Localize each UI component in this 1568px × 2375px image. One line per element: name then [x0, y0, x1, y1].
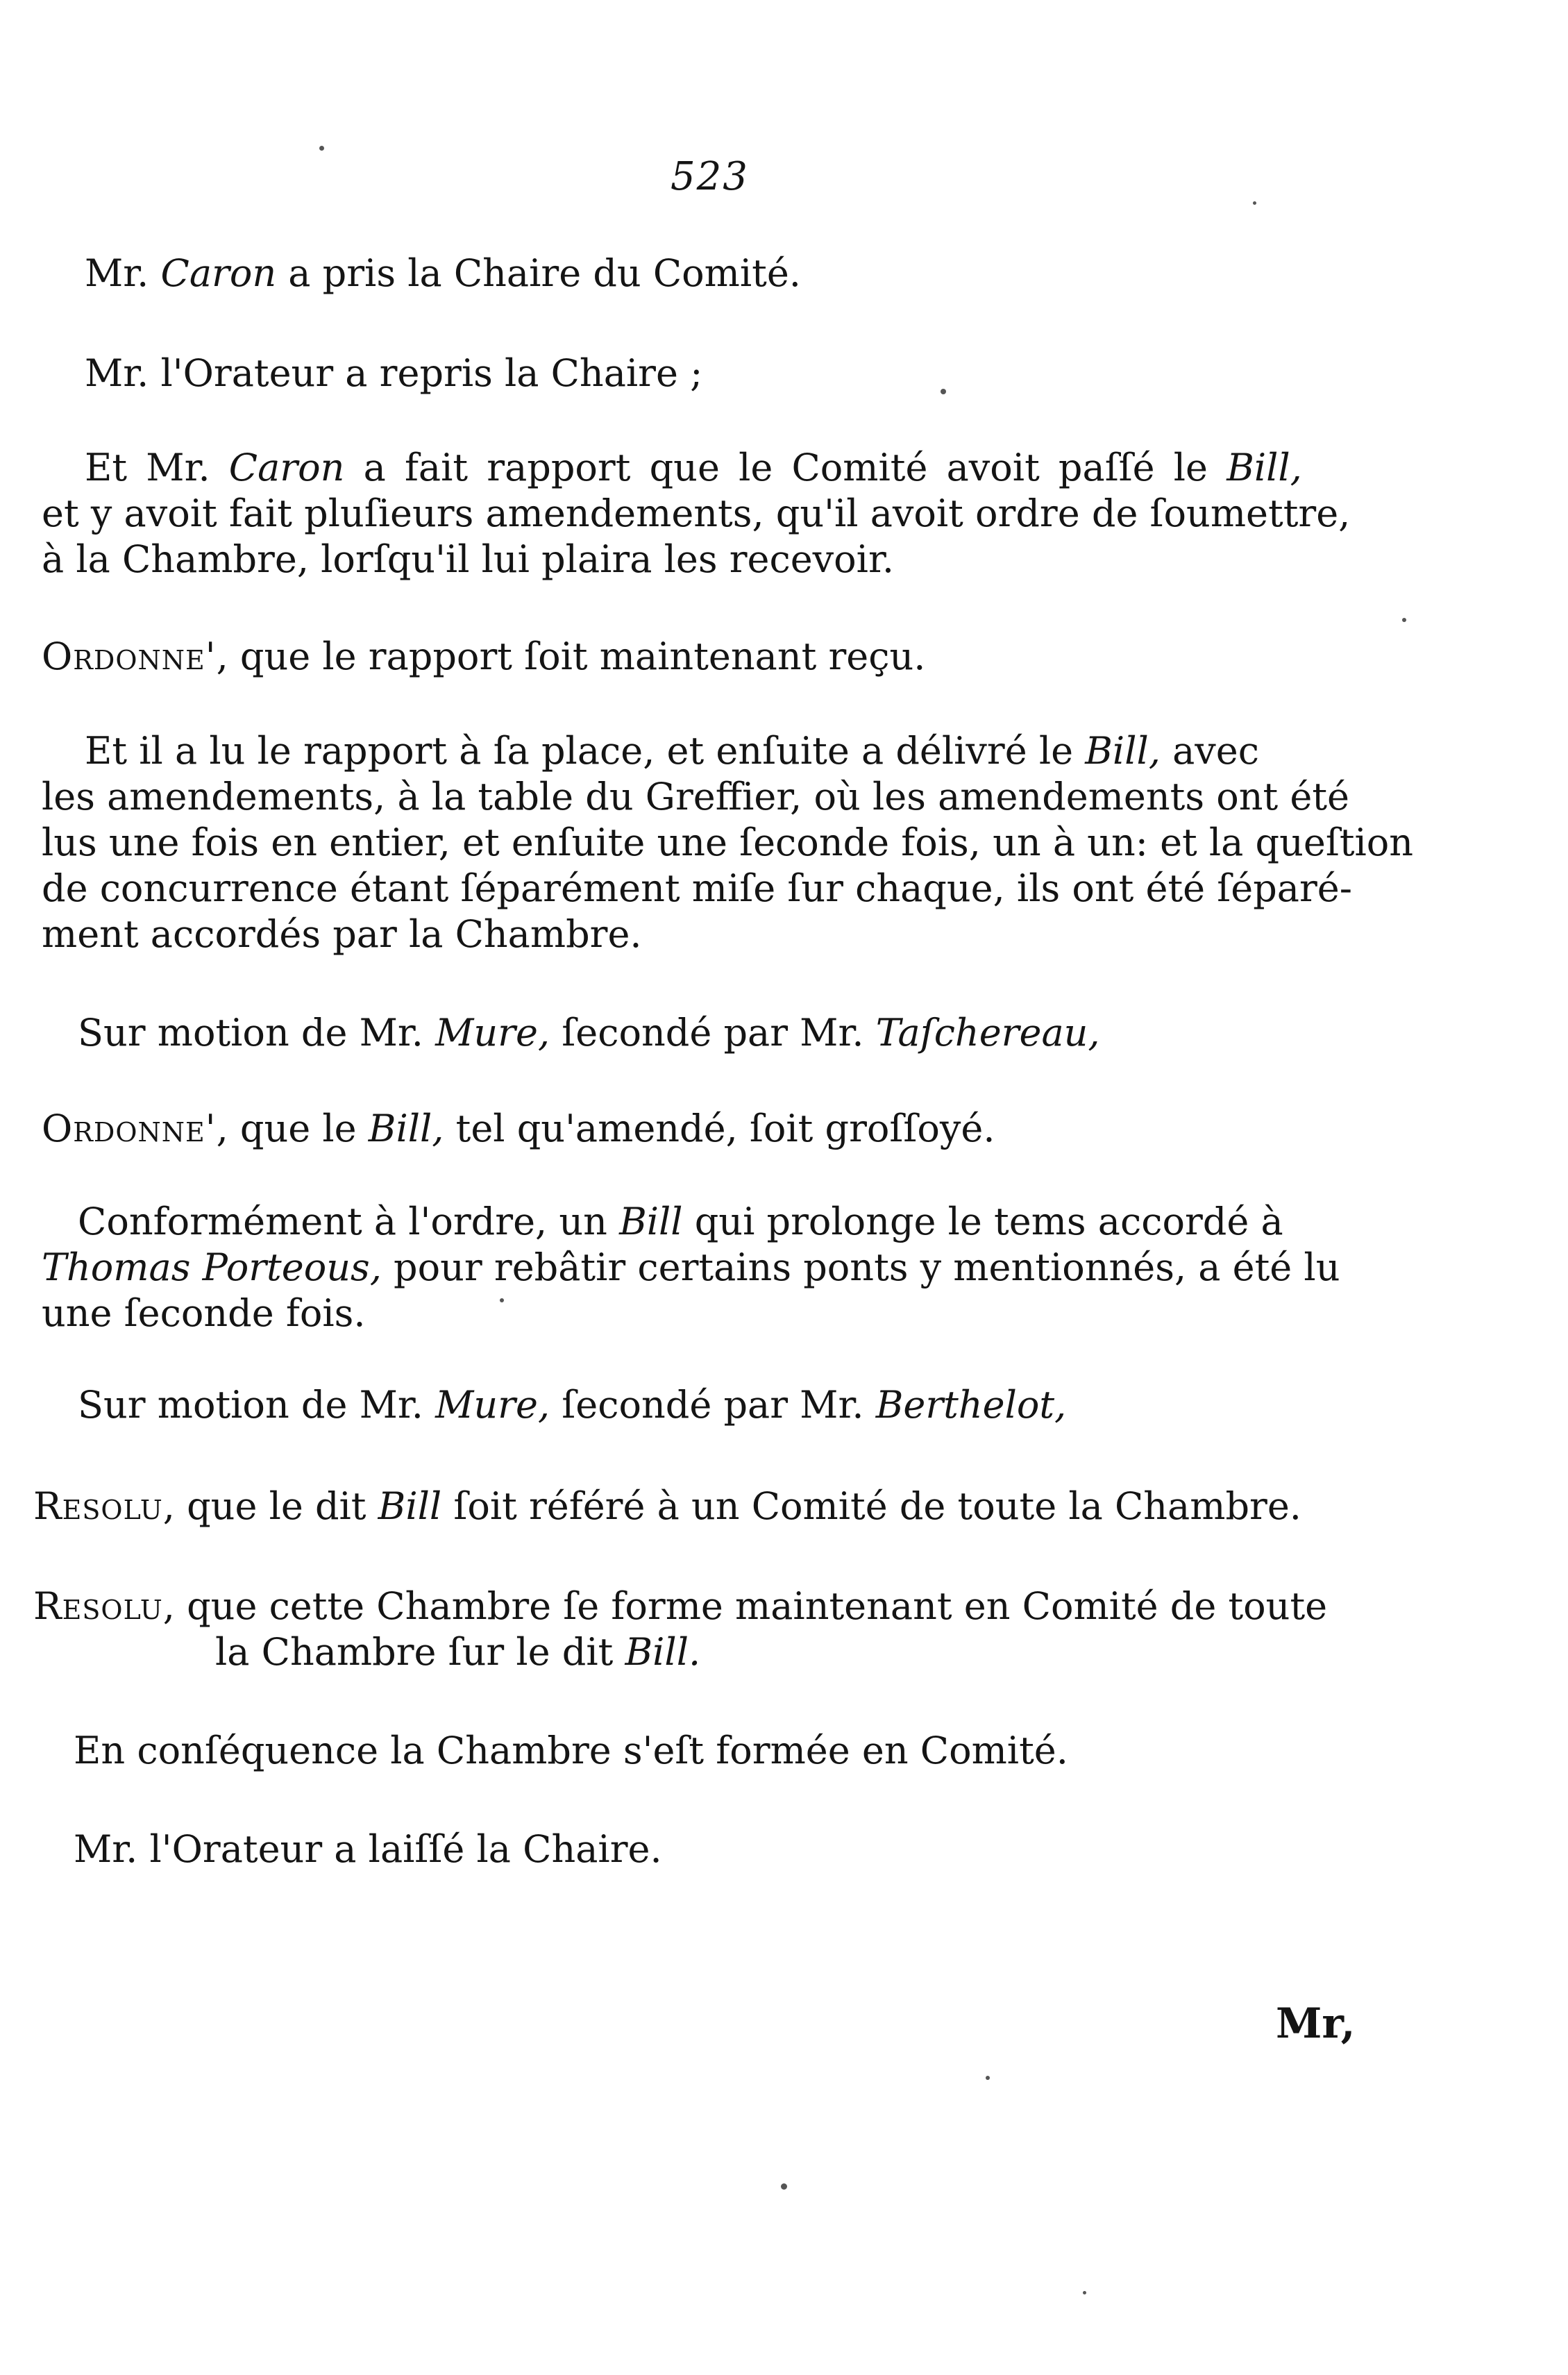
- italic-term: Bill,: [1085, 729, 1161, 773]
- text-line-13: [42, 1105, 995, 1152]
- text-span: , que le rapport ſoit maintenant reçu.: [216, 635, 926, 678]
- small-caps-word: Resolu: [33, 1584, 163, 1628]
- text-span: a pris la Chaire du Comité.: [276, 251, 801, 295]
- scan-speck: [1402, 618, 1406, 622]
- italic-term: Bill: [619, 1200, 683, 1243]
- text-line-6: [42, 633, 925, 680]
- text-span: ſecondé par Mr.: [550, 1011, 876, 1055]
- text-line-4: [42, 490, 1350, 537]
- text-span: la Chambre ſur le dit: [215, 1630, 625, 1674]
- small-caps-word: Ordonne': [42, 635, 217, 678]
- page-number: 523: [671, 154, 749, 199]
- small-caps-word: Resolu: [33, 1484, 163, 1528]
- text-line-18: [33, 1483, 1301, 1530]
- italic-term: Bill: [378, 1484, 442, 1528]
- text-span: à la Chambre, lorſqu'il lui plaira les recevoir.: [42, 537, 894, 581]
- text-span: avec: [1160, 729, 1259, 773]
- text-span: de concurrence étant ſéparément miſe ſur chaque, ils ont été ſéparé-: [42, 866, 1352, 910]
- text-span: une ſeconde fois.: [42, 1291, 366, 1335]
- text-span: lus une fois en entier, et enſuite une ſeconde fois, un à un: et la queſtion: [42, 821, 1414, 864]
- text-span: , que le dit: [162, 1484, 378, 1528]
- text-span: et y avoit fait pluſieurs amendements, qu'il avoit ordre de ſoumettre,: [42, 492, 1351, 535]
- text-line-9: [42, 819, 1413, 866]
- text-line-7: [85, 728, 1259, 775]
- text-line-22: [74, 1826, 662, 1873]
- scan-speck: [1083, 2291, 1086, 2294]
- text-span: ment accordés par la Chambre.: [42, 912, 642, 956]
- italic-name: Mure,: [435, 1383, 550, 1427]
- text-span: Conformément à l'ordre, un: [78, 1200, 620, 1243]
- italic-name: Berthelot,: [875, 1383, 1067, 1427]
- text-line-17: [78, 1382, 1066, 1429]
- text-line-12: [78, 1009, 1100, 1057]
- text-span: Mr. l'Orateur a laiſſé la Chaire.: [74, 1827, 662, 1871]
- text-line-10: [42, 865, 1352, 912]
- italic-term: Bill,: [1226, 446, 1302, 489]
- text-span: En conſéquence la Chambre s'eſt formée en Comité.: [74, 1729, 1068, 1772]
- text-span: ſecondé par Mr.: [550, 1383, 876, 1427]
- text-span: Et il a lu le rapport à ſa place, et enſuite a délivré le: [85, 729, 1086, 773]
- text-span: Sur motion de Mr.: [78, 1383, 436, 1427]
- scan-speck: [941, 389, 946, 394]
- italic-name: Thomas Porteous,: [42, 1245, 382, 1289]
- text-span: les amendements, à la table du Greffier, où les amendements ont été: [42, 775, 1350, 819]
- text-line-16: [42, 1290, 366, 1337]
- text-span: Sur motion de Mr.: [78, 1011, 436, 1055]
- text-span: ſoit référé à un Comité de toute la Chambre.: [441, 1484, 1301, 1528]
- scan-speck: [500, 1298, 504, 1302]
- text-span: a fait rapport que le Comité avoit paſſé le: [344, 446, 1227, 489]
- text-span: , que cette Chambre ſe forme maintenant en Comité de toute: [162, 1584, 1328, 1628]
- italic-term: Bill,: [368, 1107, 444, 1150]
- text-line-19: [33, 1583, 1327, 1630]
- text-span: tel qu'amendé, ſoit groſſoyé.: [444, 1107, 995, 1150]
- text-line-11: [42, 911, 642, 958]
- text-span: qui prolonge le tems accordé à: [682, 1200, 1283, 1243]
- scan-speck: [781, 2183, 787, 2190]
- text-span: , que le: [216, 1107, 369, 1150]
- text-line-8: [42, 773, 1349, 821]
- italic-term: Bill.: [625, 1630, 701, 1674]
- small-caps-word: Ordonne': [42, 1107, 217, 1150]
- text-span: pour rebâtir certains ponts y mentionnés, a été lu: [381, 1245, 1340, 1289]
- text-span: Et Mr.: [85, 446, 229, 489]
- catchword: Mr,: [1276, 1999, 1356, 2048]
- text-line-15: [42, 1244, 1340, 1291]
- text-line-1: [85, 250, 801, 297]
- text-line-2: [85, 350, 702, 397]
- text-line-20: [215, 1629, 700, 1676]
- italic-name: Taſchereau,: [875, 1011, 1100, 1055]
- text-line-3: [85, 444, 1302, 492]
- scan-speck: [1253, 201, 1256, 205]
- italic-name: Caron: [228, 446, 345, 489]
- text-span: Mr. l'Orateur a repris la Chaire ;: [85, 351, 703, 395]
- text-line-5: [42, 536, 894, 583]
- scan-speck: [986, 2076, 990, 2080]
- text-line-21: [74, 1727, 1068, 1774]
- text-line-14: [78, 1198, 1283, 1245]
- italic-name: Caron: [160, 251, 277, 295]
- text-span: Mr.: [85, 251, 161, 295]
- scan-speck: [319, 146, 324, 151]
- italic-name: Mure,: [435, 1011, 550, 1055]
